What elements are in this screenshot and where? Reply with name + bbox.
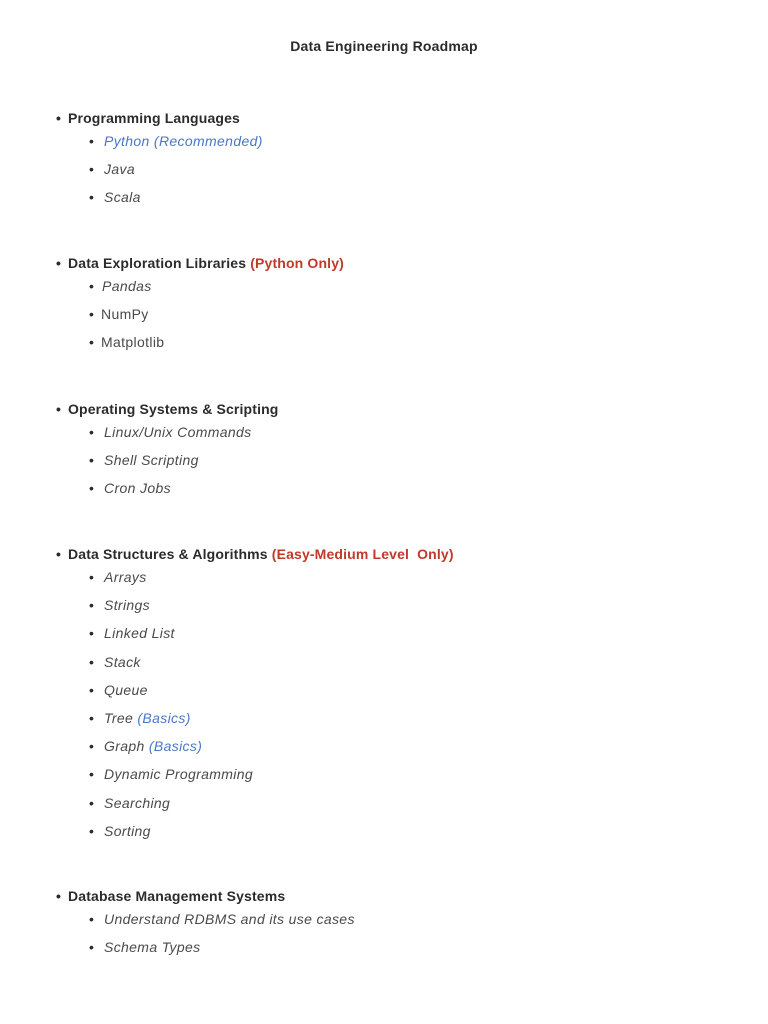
section-heading bbox=[56, 400, 736, 418]
item-list bbox=[56, 132, 736, 217]
list-item bbox=[56, 737, 736, 765]
item-text: Schema Types bbox=[104, 939, 201, 956]
section-heading bbox=[56, 887, 736, 905]
item-note: (Basics) bbox=[137, 709, 191, 726]
heading-text: Data Exploration Libraries bbox=[68, 255, 247, 271]
bullet: • bbox=[89, 133, 95, 149]
item-text: Scala bbox=[104, 189, 141, 206]
bullet: • bbox=[89, 738, 95, 755]
list-item bbox=[56, 822, 736, 850]
heading-text: Database Management Systems bbox=[68, 888, 286, 904]
list-item bbox=[56, 653, 736, 681]
bullet: • bbox=[89, 681, 95, 698]
bullet: • bbox=[89, 822, 95, 839]
list-item bbox=[56, 305, 736, 333]
section-data-exploration-libraries bbox=[56, 254, 736, 362]
list-item bbox=[56, 132, 736, 160]
bullet: • bbox=[56, 110, 62, 126]
item-note: (Basics) bbox=[148, 738, 203, 755]
item-text: Queue bbox=[104, 681, 148, 698]
item-text: Linked List bbox=[104, 625, 175, 642]
bullet: • bbox=[89, 597, 95, 614]
section-heading bbox=[56, 109, 736, 127]
bullet: • bbox=[89, 334, 95, 351]
bullet: • bbox=[89, 794, 95, 811]
bullet: • bbox=[89, 480, 95, 497]
list-item bbox=[56, 938, 736, 966]
item-text: Python (Recommended) bbox=[104, 133, 263, 149]
item-text: Dynamic Programming bbox=[104, 766, 254, 783]
item-text: Matplotlib bbox=[101, 334, 165, 351]
bullet: • bbox=[56, 888, 62, 904]
item-text: Sorting bbox=[104, 822, 151, 839]
item-text: Linux/Unix Commands bbox=[104, 424, 252, 440]
bullet: • bbox=[89, 709, 95, 726]
item-text: Arrays bbox=[104, 569, 147, 585]
bullet: • bbox=[89, 189, 95, 206]
bullet: • bbox=[89, 306, 95, 323]
bullet: • bbox=[56, 401, 62, 417]
item-text: Graph bbox=[104, 738, 149, 755]
list-item bbox=[56, 277, 736, 305]
list-item bbox=[56, 188, 736, 216]
item-text: Java bbox=[104, 161, 135, 178]
item-text: NumPy bbox=[101, 306, 149, 323]
item-text: Shell Scripting bbox=[104, 452, 199, 469]
bullet: • bbox=[89, 766, 95, 783]
bullet: • bbox=[89, 653, 95, 670]
item-text: Understand RDBMS and its use cases bbox=[104, 911, 355, 927]
section-heading bbox=[56, 545, 736, 563]
item-text: Searching bbox=[104, 794, 171, 811]
item-list bbox=[56, 910, 736, 966]
bullet: • bbox=[89, 939, 95, 956]
item-text: Tree bbox=[104, 709, 138, 726]
list-item bbox=[56, 479, 736, 507]
list-item bbox=[56, 794, 736, 822]
heading-accent: (Easy-Medium Level Only) bbox=[271, 546, 454, 562]
list-item bbox=[56, 568, 736, 596]
list-item bbox=[56, 681, 736, 709]
section-data-structures-algorithms bbox=[56, 545, 736, 850]
bullet: • bbox=[89, 452, 95, 469]
bullet: • bbox=[89, 569, 95, 585]
list-item bbox=[56, 423, 736, 451]
page-title: Data Engineering Roadmap bbox=[290, 38, 478, 54]
item-text: Strings bbox=[104, 597, 151, 614]
bullet: • bbox=[89, 161, 95, 178]
bullet: • bbox=[89, 625, 95, 642]
list-item bbox=[56, 765, 736, 793]
list-item bbox=[56, 451, 736, 479]
list-item bbox=[56, 596, 736, 624]
bullet: • bbox=[56, 255, 62, 271]
bullet: • bbox=[89, 911, 95, 927]
heading-text: Programming Languages bbox=[68, 110, 240, 126]
section-operating-systems-scripting bbox=[56, 400, 736, 508]
list-item bbox=[56, 709, 736, 737]
item-list bbox=[56, 568, 736, 850]
item-list bbox=[56, 423, 736, 508]
bullet: • bbox=[56, 546, 62, 562]
item-text: Stack bbox=[104, 653, 141, 670]
item-text: Cron Jobs bbox=[104, 480, 171, 497]
list-item bbox=[56, 624, 736, 652]
item-list bbox=[56, 277, 736, 362]
item-text: Pandas bbox=[102, 278, 152, 294]
section-database-management-systems bbox=[56, 887, 736, 966]
heading-text: Operating Systems & Scripting bbox=[68, 401, 279, 417]
section-heading bbox=[56, 254, 736, 272]
section-programming-languages bbox=[56, 109, 736, 217]
list-item bbox=[56, 333, 736, 361]
list-item bbox=[56, 160, 736, 188]
list-item bbox=[56, 910, 736, 938]
bullet: • bbox=[89, 278, 95, 294]
heading-text: Data Structures & Algorithms bbox=[68, 546, 268, 562]
heading-accent: (Python Only) bbox=[250, 255, 344, 271]
bullet: • bbox=[89, 424, 95, 440]
